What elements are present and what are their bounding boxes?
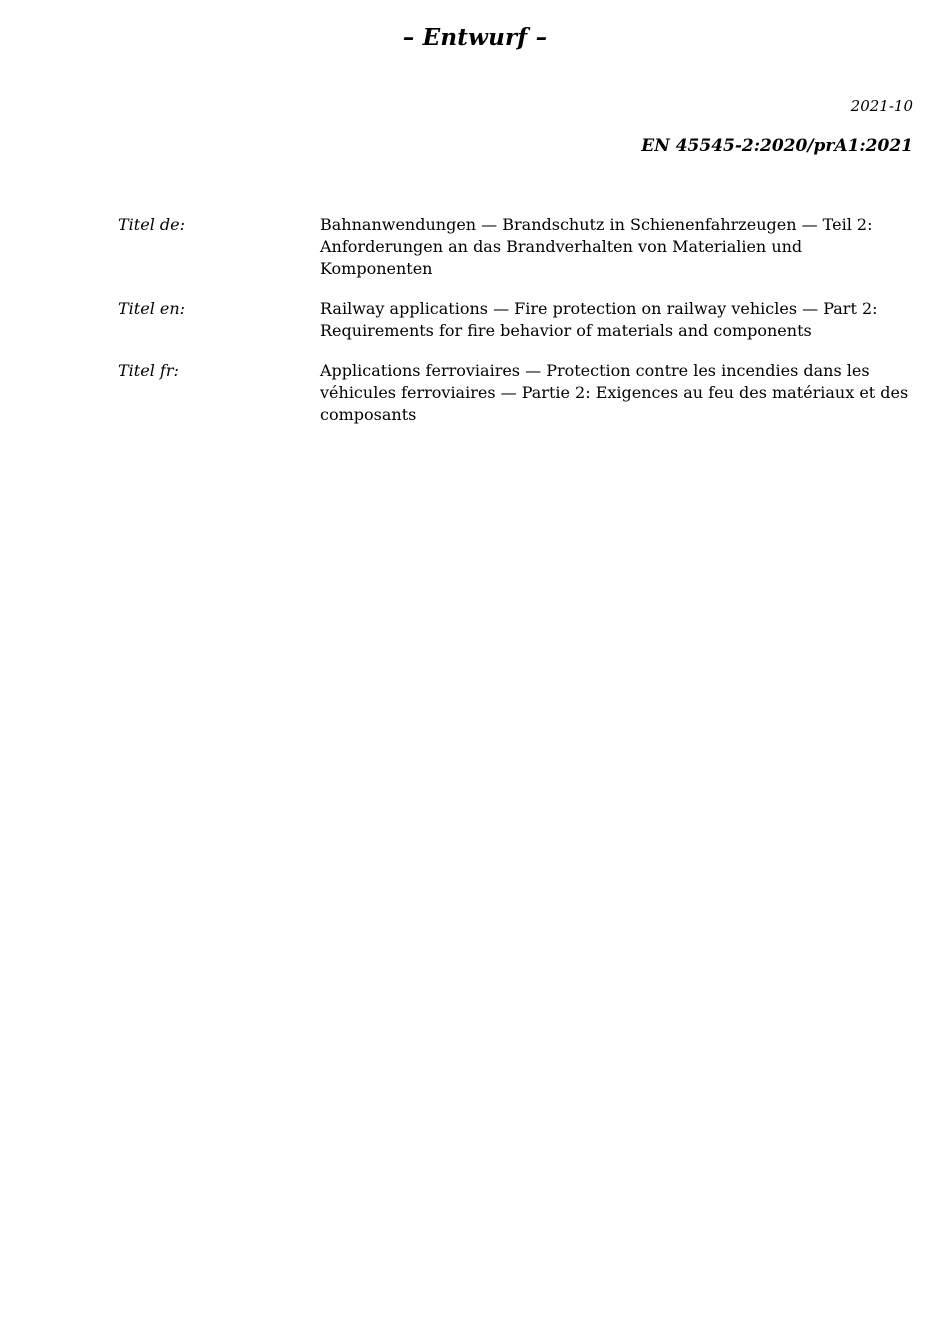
title-row-fr	[118, 360, 918, 426]
title-text-fr: Applications ferroviaires — Protection contre les incendies dans les véhicules ferroviaires — Partie 2: Exigences au feu des matériaux et des composants	[320, 361, 909, 424]
draft-header: – Entwurf –	[402, 24, 548, 51]
title-text-de: Bahnanwendungen — Brandschutz in Schienenfahrzeugen — Teil 2: Anforderungen an das Brandverhalten von Materialien und Komponenten	[320, 215, 873, 278]
document-date: 2021-10	[850, 97, 913, 115]
document-number: EN 45545-2:2020/prA1:2021	[641, 136, 913, 156]
title-label-fr: Titel fr:	[118, 361, 179, 380]
title-text-en: Railway applications — Fire protection on railway vehicles — Part 2: Requirements for fire behavior of materials and components	[320, 299, 878, 340]
title-row-de	[118, 214, 918, 280]
title-block	[118, 214, 918, 444]
title-row-en	[118, 298, 918, 342]
title-label-de: Titel de:	[118, 215, 185, 234]
title-label-en: Titel en:	[118, 299, 186, 318]
